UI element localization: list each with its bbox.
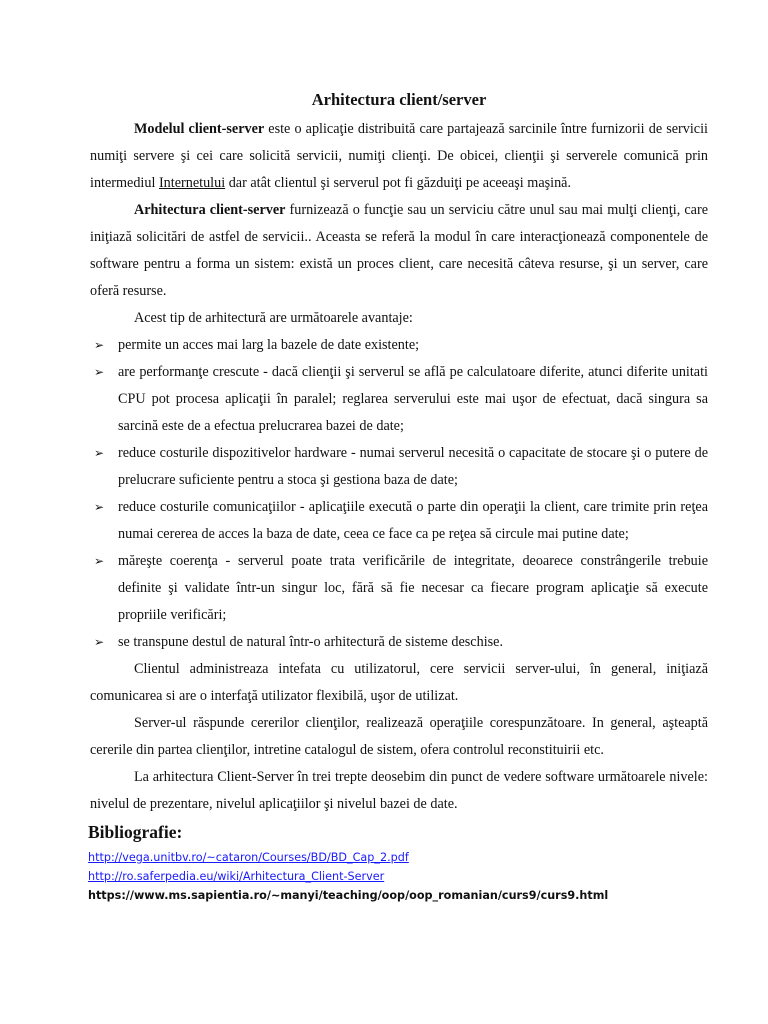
arrow-right-icon: ➢ [94, 338, 105, 352]
list-item: ➢ măreşte coerenţa - serverul poate trata verificările de integritate, deoarece constrângerile trebuie definite şi validate într-un singur loc, fără să fie necesar ca fiecare program aplicaţie să execute propriile verificări; [90, 548, 708, 629]
list-item: ➢ reduce costurile dispozitivelor hardware - numai serverul necesită o capacitate de stocare şi o putere de prelucrare suficiente pentru a stoca şi gestiona baza de date; [90, 440, 708, 494]
paragraph-architecture [90, 197, 708, 305]
term-architecture: Arhitectura client-server [134, 202, 286, 218]
paragraph-three-tier: La arhitectura Client-Server în trei trepte deosebim din punct de vedere software următoarele nivele: nivelul de prezentare, nivelul aplicaţiilor şi nivelul bazei de date. [90, 769, 708, 812]
paragraph-client-server-model [90, 116, 708, 197]
list-item: ➢ are performanţe crescute - dacă clienţii şi serverul se află pe calculatoare diferite, atunci diferite unitati CPU pot procesa aplicaţii în paralel; reglarea serverului este mai uşor de efectuat, dacă singura sa sarcină este de a efectua prelucrarea bazei de date; [90, 359, 708, 440]
paragraph-client-role: Clientul administreaza intefata cu utilizatorul, cere servicii server-ului, în general, iniţiază comunicarea si are o interfaţă utilizator flexibilă, uşor de utilizat. [90, 661, 708, 704]
bibliography-link[interactable]: http://ro.saferpedia.eu/wiki/Arhitectura_Client-Server [88, 870, 385, 883]
term-client-server-model: Modelul client-server [134, 121, 265, 137]
arrow-right-icon: ➢ [94, 500, 105, 514]
list-item: ➢ reduce costurile comunicaţiilor - aplicaţiile execută o parte din operaţii la client, care trimite prin reţea numai cererea de acces la baza de date, ceea ce face ca pe reţea să circule mai putine date; [90, 494, 708, 548]
list-item: ➢ permite un acces mai larg la bazele de date existente; [90, 332, 708, 359]
paragraph-text: dar atât clientul şi serverul pot fi găzduiţi pe aceeaşi maşină. [225, 175, 572, 191]
list-item: ➢ se transpune destul de natural într-o arhitectură de sisteme deschise. [90, 629, 708, 656]
bibliography-link[interactable]: http://vega.unitbv.ro/~cataron/Courses/BD/BD_Cap_2.pdf [88, 851, 409, 864]
paragraph-text: furnizează o funcţie sau un serviciu către unul sau mai mulţi clienţi, care iniţiază solicitări de astfel de servicii.. Aceasta se referă la modul în care interacţionează componentele de software pentru a forma un sistem: există un proces client, care necesită câteva resurse, şi un server, care oferă resurse. [90, 202, 708, 299]
advantages-list [90, 332, 708, 656]
internet-link[interactable]: Internetului [158, 175, 226, 191]
arrow-right-icon: ➢ [94, 635, 105, 649]
paragraph-advantages-intro: Acest tip de arhitectură are următoarele avantaje: [134, 310, 413, 326]
bibliography-heading: Bibliografie: [88, 822, 183, 842]
paragraph-text: este o aplicaţie distribuită care partajează sarcinile între furnizorii de servicii numiţi servere şi cei care solicită servicii, numiţi clienţi. De obicei, clienţii şi serverele comunică prin intermediul [90, 121, 708, 191]
arrow-right-icon: ➢ [94, 446, 105, 460]
document-page [90, 88, 708, 905]
arrow-right-icon: ➢ [94, 554, 105, 568]
arrow-right-icon: ➢ [94, 365, 105, 379]
bibliography-reference: https://www.ms.sapientia.ro/~manyi/teaching/oop/oop_romanian/curs9/curs9.html [88, 889, 609, 902]
page-title: Arhitectura client/server [311, 90, 487, 109]
paragraph-server-role: Server-ul răspunde cererilor clienţilor, realizează operaţiile corespunzătoare. In general, aşteaptă cererile din partea clienţilor, intretine catalogul de sistem, ofera controlul reconstituirii etc. [90, 715, 708, 758]
